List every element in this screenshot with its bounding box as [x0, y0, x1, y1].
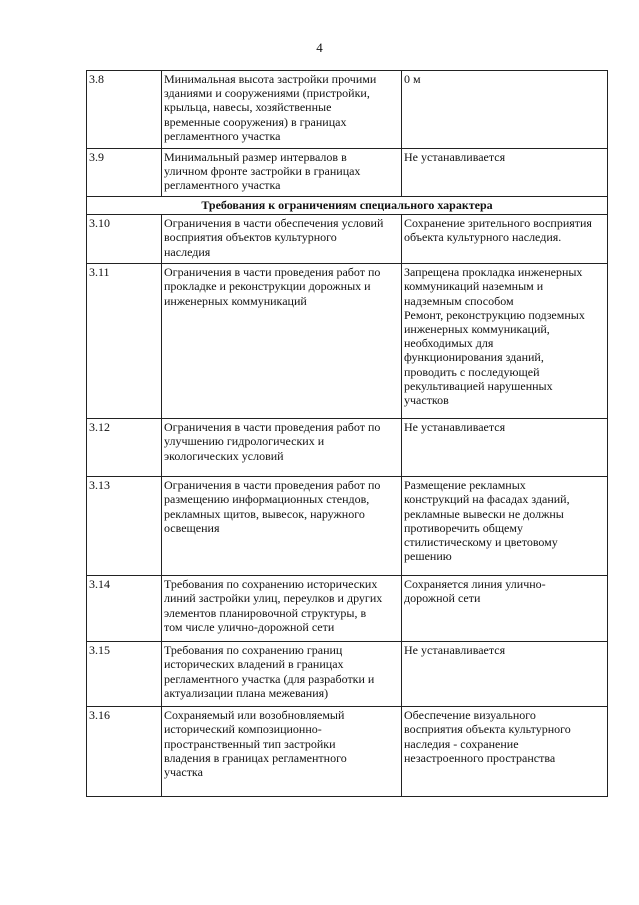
row-name: Минимальная высота застройки прочими зданиями и сооружениями (пристройки, крыльца, навесы, хозяйственные временные сооружения) в границах регламентного участка	[162, 71, 402, 149]
row-name: Ограничения в части обеспечения условий восприятия объектов культурного наследия	[162, 215, 402, 264]
row-number: 3.9	[87, 149, 162, 197]
section-header-row	[87, 197, 608, 215]
row-name: Ограничения в части проведения работ по прокладке и реконструкции дорожных и инженерных коммуникаций	[162, 264, 402, 419]
row-number: 3.8	[87, 71, 162, 149]
row-value: Не устанавливается	[402, 642, 608, 707]
table-row	[87, 477, 608, 576]
row-number: 3.10	[87, 215, 162, 264]
row-value: Размещение рекламных конструкций на фасадах зданий, рекламные вывески не должны противоречить общему стилистическому и цветовому решению	[402, 477, 608, 576]
row-value: Сохранение зрительного восприятия объекта культурного наследия.	[402, 215, 608, 264]
row-value: Не устанавливается	[402, 149, 608, 197]
table-row	[87, 149, 608, 197]
row-number: 3.13	[87, 477, 162, 576]
table-row	[87, 642, 608, 707]
table-row	[87, 264, 608, 419]
table-row	[87, 707, 608, 797]
row-value: Сохраняется линия улично- дорожной сети	[402, 576, 608, 642]
page-number: 4	[316, 40, 323, 55]
row-name: Требования по сохранению исторических линий застройки улиц, переулков и других элементов планировочной структуры, в том числе улично-дорожной сети	[162, 576, 402, 642]
table-row	[87, 71, 608, 149]
row-number: 3.14	[87, 576, 162, 642]
row-name: Сохраняемый или возобновляемый исторический композиционно- пространственный тип застройки владения в границах регламентного участка	[162, 707, 402, 797]
table-row	[87, 419, 608, 477]
table-row	[87, 215, 608, 264]
row-number: 3.11	[87, 264, 162, 419]
row-name: Ограничения в части проведения работ по улучшению гидрологических и экологических условий	[162, 419, 402, 477]
row-value: 0 м	[402, 71, 608, 149]
row-name: Минимальный размер интервалов в уличном фронте застройки в границах регламентного участка	[162, 149, 402, 197]
table-row	[87, 576, 608, 642]
row-number: 3.15	[87, 642, 162, 707]
row-number: 3.16	[87, 707, 162, 797]
row-number: 3.12	[87, 419, 162, 477]
regulations-table	[86, 70, 608, 797]
row-value: Обеспечение визуального восприятия объекта культурного наследия - сохранение незастроенного пространства	[402, 707, 608, 797]
row-value: Не устанавливается	[402, 419, 608, 477]
row-value: Запрещена прокладка инженерных коммуникаций наземным и надземным способом Ремонт, реконструкцию подземных инженерных коммуникаций, необходимых для функционирования зданий, проводить с последующей рекультивацией нарушенных участков	[402, 264, 608, 419]
section-title: Требования к ограничениям специального характера	[87, 197, 608, 215]
row-name: Требования по сохранению границ исторических владений в границах регламентного участка (для разработки и актуализации плана межевания)	[162, 642, 402, 707]
row-name: Ограничения в части проведения работ по размещению информационных стендов, рекламных щитов, вывесок, наружного освещения	[162, 477, 402, 576]
